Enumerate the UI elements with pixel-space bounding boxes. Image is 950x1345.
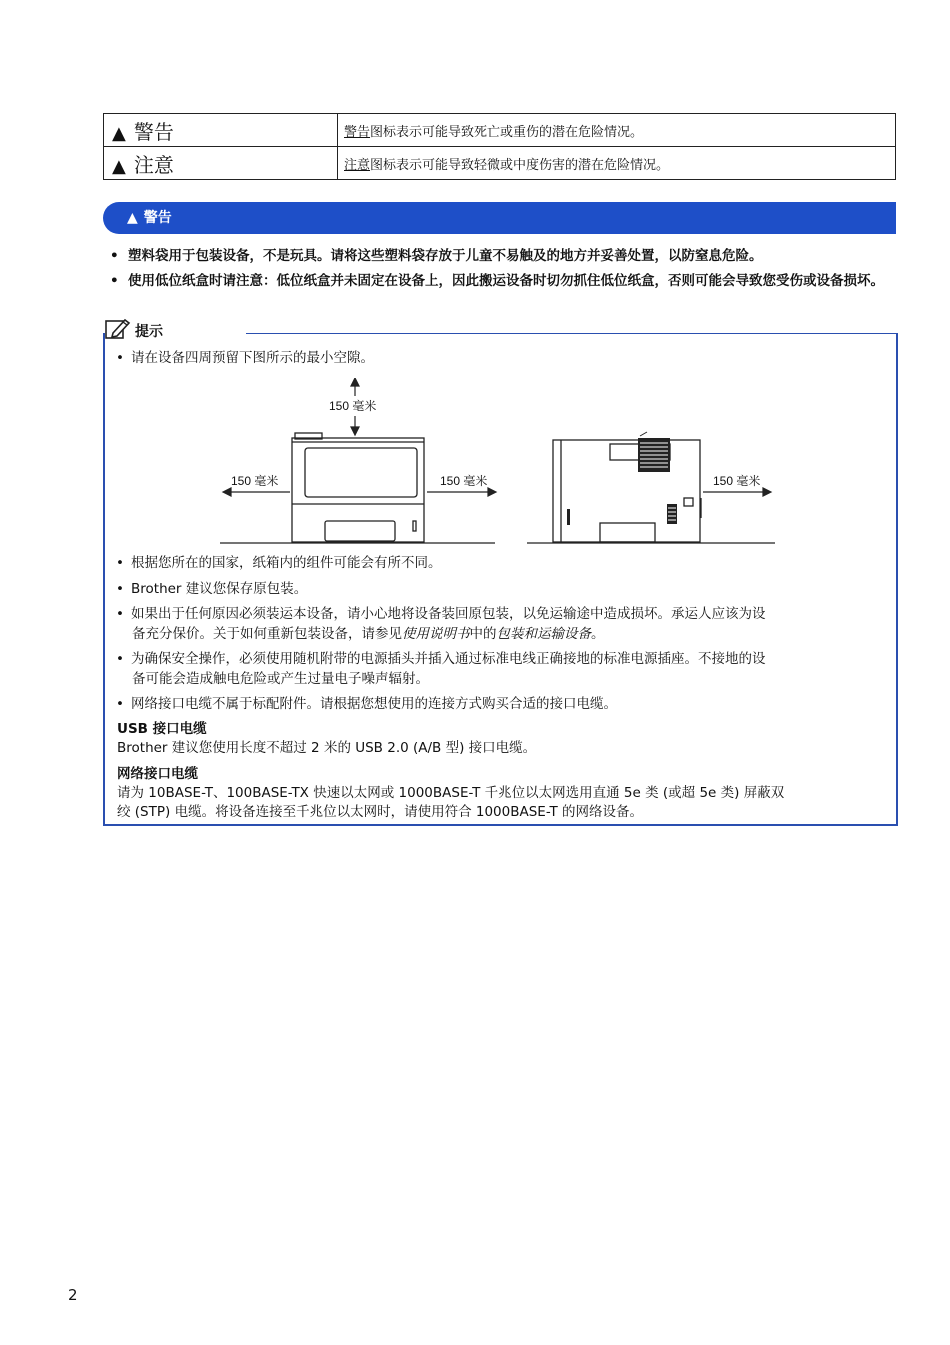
caution-triangle-icon: ▲ [112, 155, 126, 177]
usb-cable-text: Brother 建议您使用长度不超过 2 米的 USB 2.0 (A/B 型) 接口电缆。 [117, 740, 537, 756]
network-cable-text-1: 请为 10BASE-T、100BASE-TX 快速以太网或 1000BASE-T 千兆位以太网选用直通 5e 类 (或超 5e 类) 屏蔽双 [117, 785, 785, 801]
symbol-term: 注意 [344, 157, 371, 173]
symbol-description: 图标表示可能导致轻微或中度伤害的潜在危险情况。 [370, 157, 670, 173]
note-bullet-packaging: • Brother 建议您保存原包装。 [116, 581, 308, 597]
network-cable-heading: 网络接口电缆 [117, 766, 198, 782]
clearance-left-label: 150 毫米 [231, 474, 279, 488]
symbol-description: 图标表示可能导致死亡或重伤的潜在危险情况。 [370, 124, 644, 140]
warning-triangle-icon: ▲ [112, 122, 126, 144]
note-bullet-shipping: • 如果出于任何原因必须装运本设备，请小心地将设备装回原包装，以免运输途中造成损坏。承运人应该为设 [116, 606, 766, 622]
list-item: • 塑料袋用于包装设备，不是玩具。请将这些塑料袋存放于儿童不易触及的地方并妥善处置，以防窒息危险。 [110, 248, 763, 264]
warning-banner [103, 202, 896, 234]
list-item: • 使用低位纸盒时请注意：低位纸盒并未固定在设备上，因此搬运设备时切勿抓住低位纸盒，否则可能会导致您受伤或设备损坏。 [110, 273, 884, 289]
symbol-term: 警告 [344, 124, 371, 140]
clearance-top-label: 150 毫米 [329, 399, 377, 413]
note-bullet-cable: • 网络接口电缆不属于标配附件。请根据您想使用的连接方式购买合适的接口电缆。 [116, 696, 617, 712]
note-title: 提示 [135, 324, 163, 340]
manual-link-text: 使用说明书 [402, 626, 470, 642]
warning-list [108, 245, 898, 295]
network-cable-text-2: 绞 (STP) 电缆。将设备连接至千兆位以太网时，请使用符合 1000BASE-T 的网络设备。 [117, 804, 643, 820]
warning-title: 警告 [143, 210, 172, 226]
note-bullet-components: • 根据您所在的国家，纸箱内的组件可能会有所不同。 [116, 555, 442, 571]
page-number: 2 [68, 1286, 78, 1304]
symbol-row-warning [104, 114, 896, 147]
note-bullet-clearance: • 请在设备四周预留下图所示的最小空隙。 [116, 350, 374, 366]
symbol-row-caution [104, 147, 896, 180]
note-bullet-grounding: • 为确保安全操作，必须使用随机附带的电源插头并插入通过标准电线正确接地的标准电源插座。不接地的设 [116, 651, 766, 667]
symbol-table [103, 113, 896, 180]
symbol-name: 注意 [133, 152, 174, 177]
symbol-name: 警告 [133, 119, 174, 144]
note-bullet-grounding-cont: 备可能会造成触电危险或产生过量电子噪声辐射。 [132, 671, 429, 687]
clearance-side-label: 150 毫米 [713, 474, 761, 488]
note-bullet-shipping-cont: 备充分保价。关于如何重新包装设备，请参见使用说明书中的包装和运输设备。 [132, 626, 605, 642]
clearance-diagram [215, 378, 785, 548]
warning-triangle-icon: ▲ [127, 210, 138, 226]
usb-cable-heading: USB 接口电缆 [117, 721, 207, 737]
clearance-right-label: 150 毫米 [440, 474, 488, 488]
section-link-text: 包装和运输设备 [496, 626, 591, 642]
